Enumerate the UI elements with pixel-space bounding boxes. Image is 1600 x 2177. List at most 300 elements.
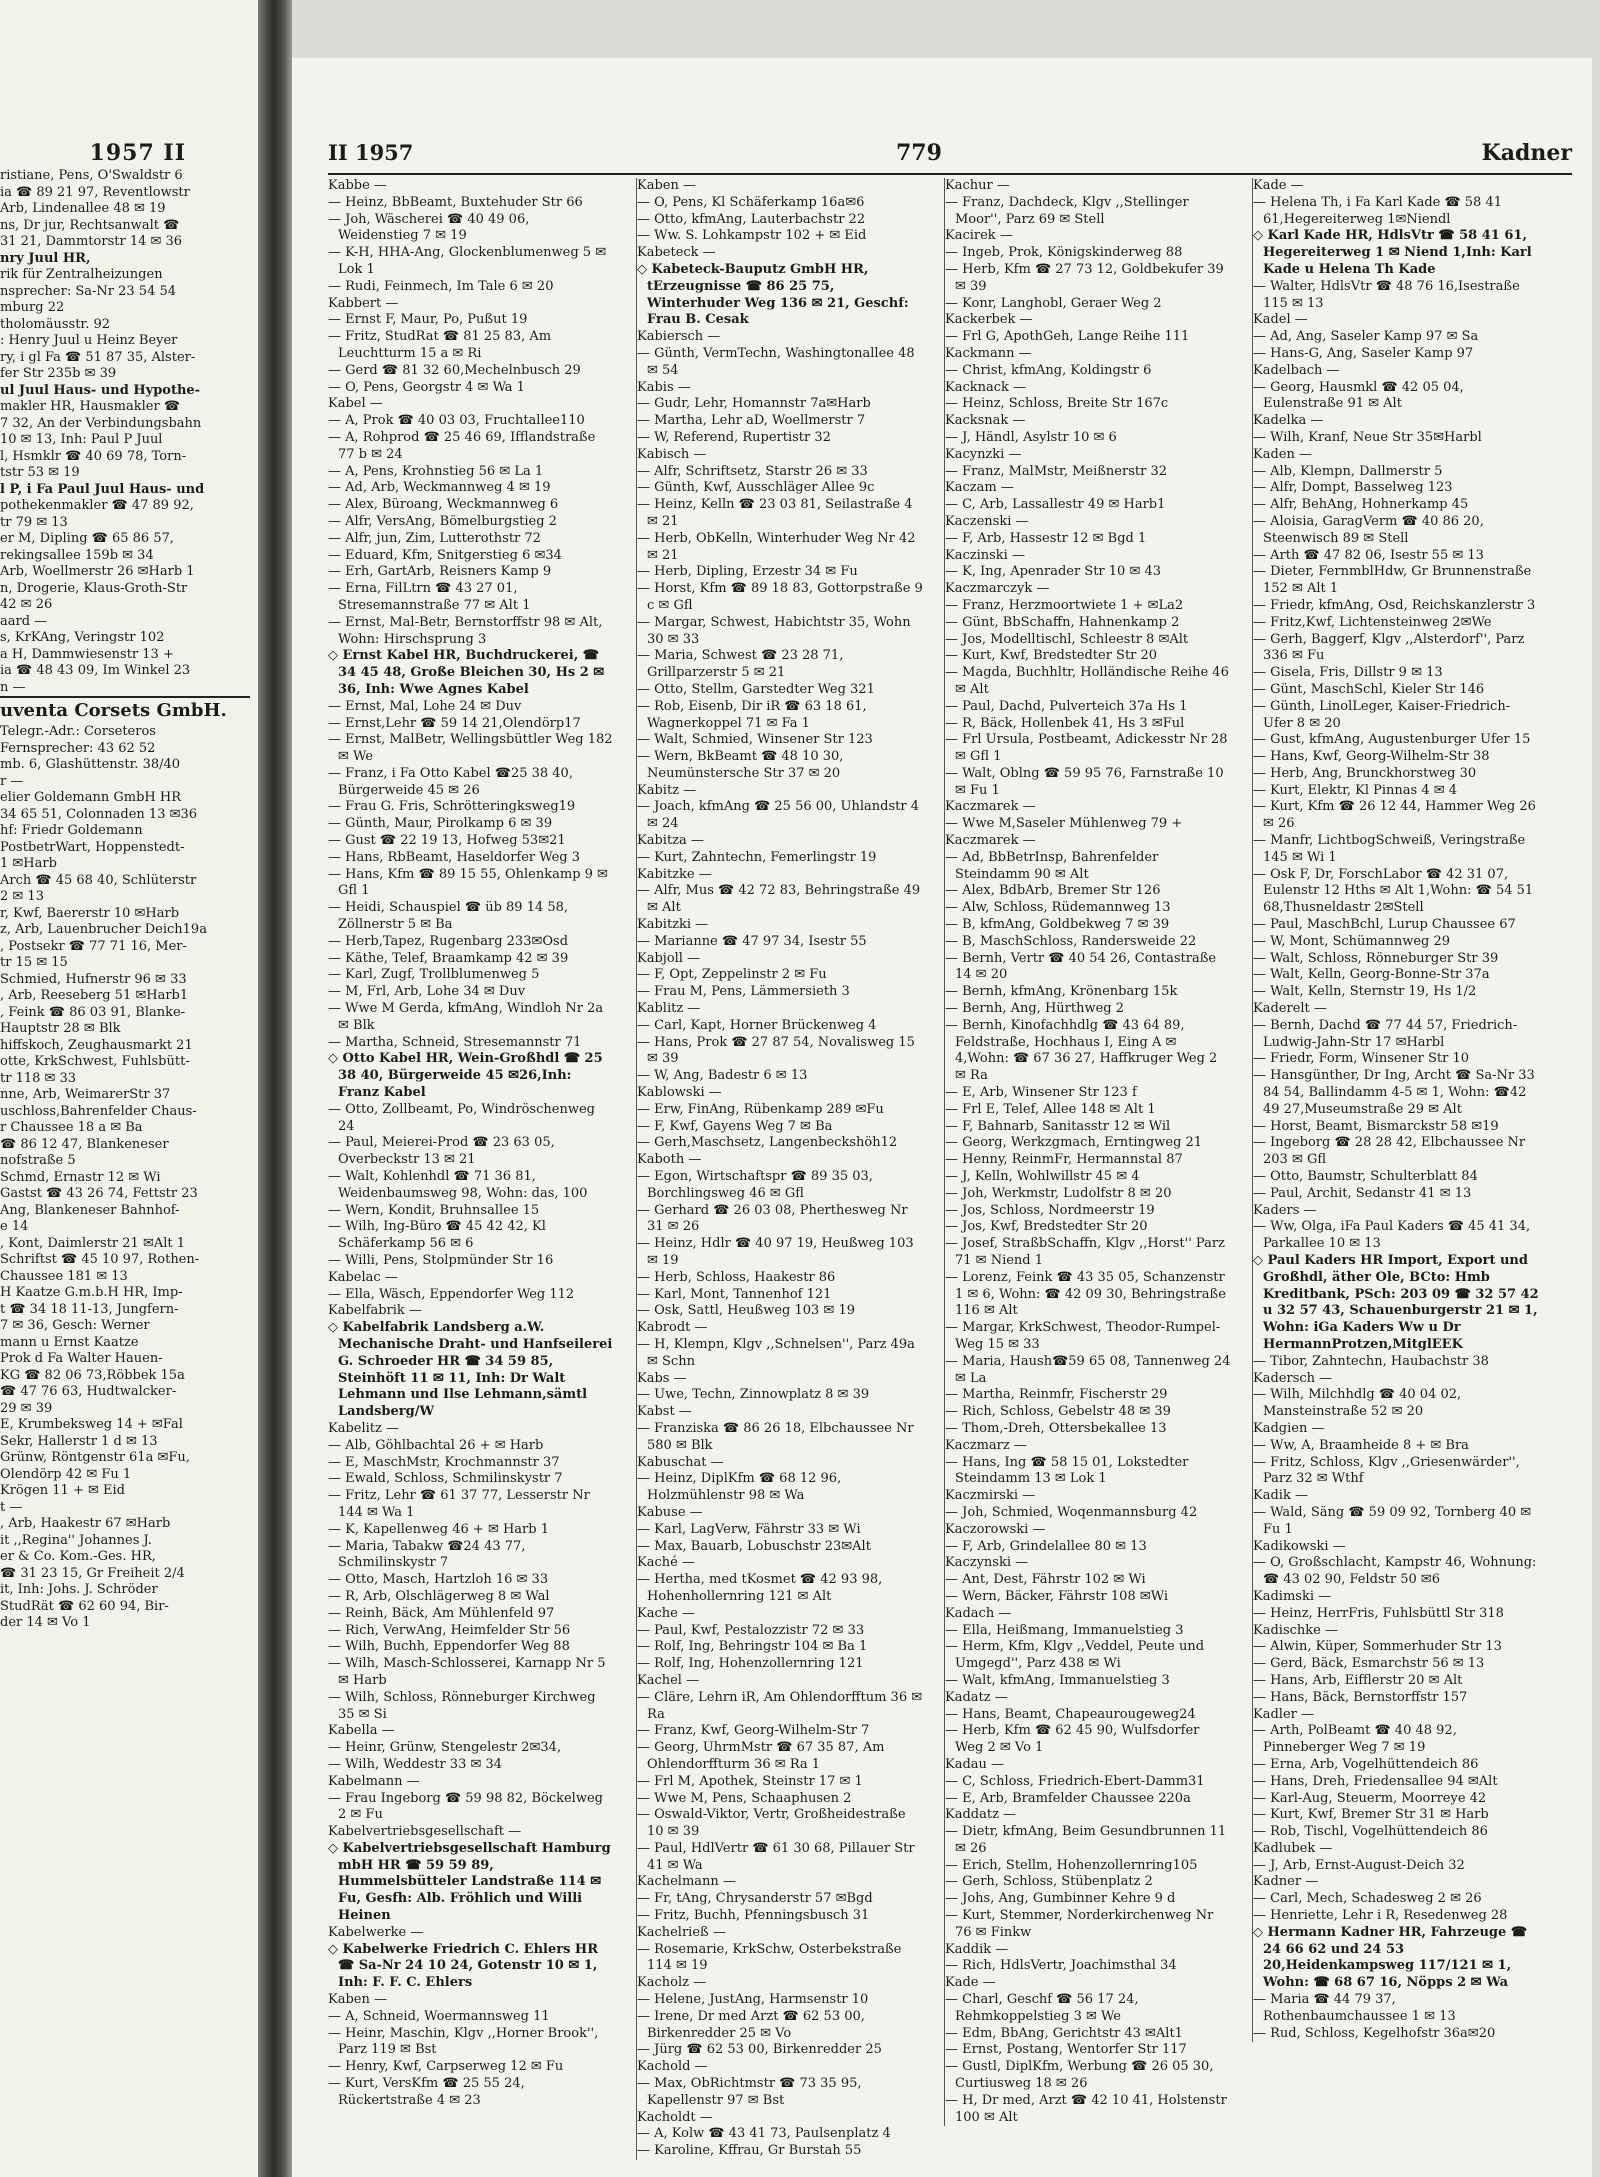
surname-heading: Kadel — bbox=[1253, 312, 1308, 328]
left-page-line: nsprecher: Sa-Nr 23 54 54 bbox=[0, 283, 177, 299]
firm-entry: ◇ Ernst Kabel HR, Buchdruckerei, ☎ 34 45 48, Große Bleichen 30, Hs 2 ✉ 36, Inh: Wwe Agnes Kabel bbox=[328, 648, 605, 697]
directory-entry: — Hans, Beamt, Chapeaurougeweg24 bbox=[945, 1706, 1196, 1722]
directory-entry: — Charl, Geschf ☎ 56 17 24, Rehmkoppelstieg 3 ✉ We bbox=[945, 1992, 1139, 2024]
left-page-line: r, Kwf, Baererstr 10 ✉Harb bbox=[0, 905, 180, 921]
directory-column-3 bbox=[944, 178, 1231, 2126]
left-page-line: tr 118 ✉ 33 bbox=[0, 1070, 77, 1086]
directory-entry: — Erich, Stellm, Hohenzollernring105 bbox=[945, 1857, 1198, 1873]
surname-heading: Kaczorowski — bbox=[945, 1521, 1046, 1537]
surname-heading: Kade — bbox=[945, 1975, 996, 1991]
directory-entry: — Erna, FilLtrn ☎ 43 27 01, Stresemannstraße 77 ✉ Alt 1 bbox=[328, 581, 531, 613]
directory-entry: — Ad, BbBetrInsp, Bahrenfelder Steindamm 90 ✉ Alt bbox=[945, 849, 1159, 882]
page-number: 779 bbox=[896, 140, 942, 166]
directory-entry: — Joh, Schmied, Woqenmannsburg 42 bbox=[945, 1504, 1198, 1520]
directory-entry: — Fritz, Buchh, Pfenningsbusch 31 bbox=[637, 1908, 870, 1924]
left-page-line: uschloss,Bahrenfelder Chaus- bbox=[0, 1103, 197, 1119]
surname-heading: Kacynzki — bbox=[945, 446, 1022, 462]
left-page-line: E, Krumbeksweg 14 + ✉Fal bbox=[0, 1417, 183, 1432]
directory-entry: — Alfr, Schriftsetz, Starstr 26 ✉ 33 bbox=[637, 463, 868, 479]
surname-heading: Kabeteck — bbox=[637, 245, 716, 261]
directory-entry: — Günt, BbSchaffn, Hahnenkamp 2 bbox=[945, 614, 1180, 630]
surname-heading: Kabisch — bbox=[637, 446, 707, 462]
firm-entry: ◇ Paul Kaders HR Import, Export und Großhdl, äther Ole, BCto: Hmb Kreditbank, PSch: 203 09 ☎ 32 57 42 u 32 57 43, Schauenburgerstr 21 ✉ 1, Wohn: iGa Kaders Ww u Dr HermannProtzen,MitglEEK bbox=[1253, 1253, 1539, 1352]
left-page-line: uventa Corsets GmbH. bbox=[0, 696, 250, 724]
directory-entry: — Hans-G, Ang, Saseler Kamp 97 bbox=[1253, 345, 1474, 361]
surname-heading: Kabiersch — bbox=[637, 329, 721, 345]
directory-entry: — A, Pens, Krohnstieg 56 ✉ La 1 bbox=[328, 463, 544, 479]
surname-heading: Kablitz — bbox=[637, 1001, 701, 1017]
directory-entry: — Eduard, Kfm, Snitgerstieg 6 ✉34 bbox=[328, 547, 562, 563]
directory-entry: — Herb,Tapez, Rugenbarg 233✉Osd bbox=[328, 933, 569, 949]
directory-entry: — Rosemarie, KrkSchw, Osterbekstraße 114 ✉ 19 bbox=[637, 1941, 902, 1974]
header-rule bbox=[328, 173, 1572, 175]
directory-entry: — Jos, Schloss, Nordmeerstr 19 bbox=[945, 1202, 1155, 1218]
surname-heading: Kacirek — bbox=[945, 228, 1013, 244]
directory-entry: — C, Arb, Lassallestr 49 ✉ Harb1 bbox=[945, 497, 1166, 513]
left-page-line: ia ☎ 89 21 97, Reventlowstr bbox=[0, 184, 190, 200]
directory-entry: — Rolf, Ing, Behringstr 104 ✉ Ba 1 bbox=[637, 1639, 868, 1655]
directory-entry: — Ernst, Postang, Wentorfer Str 117 bbox=[945, 2042, 1187, 2058]
surname-heading: Kaders — bbox=[1253, 1202, 1317, 1218]
left-page-line: e 14 bbox=[0, 1219, 29, 1234]
directory-entry: — Maria, Tabakw ☎24 43 77, Schmilinskystr 7 bbox=[328, 1538, 526, 1571]
left-page-line: ns, Dr jur, Rechtsanwalt ☎ bbox=[0, 217, 180, 233]
directory-entry: — R, Bäck, Hollenbek 41, Hs 3 ✉Ful bbox=[945, 715, 1185, 731]
directory-entry: — Christ, kfmAng, Koldingstr 6 bbox=[945, 362, 1152, 378]
directory-entry: — Georg, UhrmMstr ☎ 67 35 87, Am Ohlendorffturm 36 ✉ Ra 1 bbox=[637, 1740, 885, 1772]
directory-entry: — Horst, Beamt, Bismarckstr 58 ✉19 bbox=[1253, 1118, 1499, 1134]
directory-entry: — Heinz, Hdlr ☎ 40 97 19, Heußweg 103 ✉ 19 bbox=[637, 1236, 914, 1268]
directory-entry: — Rob, Eisenb, Dir iR ☎ 63 18 61, Wagnerkoppel 71 ✉ Fa 1 bbox=[637, 698, 867, 731]
directory-entry: — Heinz, HerrFris, Fuhlsbüttl Str 318 bbox=[1253, 1605, 1504, 1621]
left-page-line: ☎ 86 12 47, Blankeneser bbox=[0, 1136, 169, 1152]
directory-entry: — Herb, Kfm ☎ 62 45 90, Wulfsdorfer Weg 2 ✉ Vo 1 bbox=[945, 1723, 1200, 1756]
left-page-line: rik für Zentralheizungen bbox=[0, 267, 163, 282]
left-page-line: makler HR, Hausmakler ☎ bbox=[0, 399, 181, 414]
directory-entry: — Horst, Kfm ☎ 89 18 83, Gottorpstraße 9 c ✉ Gfl bbox=[637, 581, 923, 613]
directory-entry: — Josef, StraßbSchaffn, Klgv ,,Horst'' Parz 71 ✉ Niend 1 bbox=[945, 1236, 1225, 1268]
directory-entry: — Jos, Kwf, Bredstedter Str 20 bbox=[945, 1219, 1148, 1235]
directory-entry: — Wald, Säng ☎ 59 09 92, Tornberg 40 ✉ Fu 1 bbox=[1253, 1504, 1532, 1537]
directory-entry: — Tibor, Zahntechn, Haubachstr 38 bbox=[1253, 1353, 1489, 1369]
directory-entry: — Irene, Dr med Arzt ☎ 62 53 00, Birkenredder 25 ✉ Vo bbox=[637, 2008, 865, 2041]
directory-entry: — Karoline, Kffrau, Gr Burstah 55 bbox=[637, 2143, 862, 2159]
directory-entry: — Hans, Dreh, Friedensallee 94 ✉Alt bbox=[1253, 1773, 1498, 1789]
directory-entry: — E, Arb, Bramfelder Chaussee 220a bbox=[945, 1790, 1191, 1806]
directory-entry: — Hans, Ing ☎ 58 15 01, Lokstedter Steindamm 13 ✉ Lok 1 bbox=[945, 1454, 1189, 1487]
directory-entry: — Walt, Kelln, Georg-Bonne-Str 37a bbox=[1253, 967, 1490, 983]
surname-heading: Kacknack — bbox=[945, 379, 1027, 395]
directory-entry: — Hans, Bäck, Bernstorffstr 157 bbox=[1253, 1689, 1468, 1705]
directory-entry: — Rolf, Ing, Hohenzollernring 121 bbox=[637, 1656, 864, 1672]
directory-entry: — Günth, Kwf, Ausschläger Allee 9c bbox=[637, 480, 875, 496]
surname-heading: Kadimski — bbox=[1253, 1588, 1332, 1604]
left-page-column bbox=[0, 168, 250, 1632]
surname-heading: Kachold — bbox=[637, 2059, 708, 2075]
surname-heading: Kaben — bbox=[328, 1992, 387, 2008]
surname-heading: Kadlubek — bbox=[1253, 1840, 1333, 1856]
surname-heading: Kabitzke — bbox=[637, 866, 712, 882]
directory-entry: — Walt, kfmAng, Immanuelstieg 3 bbox=[945, 1672, 1170, 1688]
directory-entry: — Franz, Dachdeck, Klgv ,,Stellinger Moor'', Parz 69 ✉ Stell bbox=[945, 194, 1189, 227]
directory-entry: — E, MaschMstr, Krochmannstr 37 bbox=[328, 1454, 560, 1470]
directory-entry: — A, Schneid, Woermannsweg 11 bbox=[328, 2008, 550, 2024]
left-page-line: n — bbox=[0, 679, 26, 695]
directory-entry: — Walt, Kohlenhdl ☎ 71 36 81, Weidenbaumsweg 98, Wohn: das, 100 bbox=[328, 1169, 588, 1201]
surname-heading: Kabelvertriebsgesellschaft — bbox=[328, 1824, 522, 1840]
surname-heading: Kadach — bbox=[945, 1605, 1012, 1621]
left-page-line: mburg 22 bbox=[0, 300, 65, 315]
left-page-line: l P, i Fa Paul Juul Haus- und bbox=[0, 481, 205, 497]
left-page-line: er M, Dipling ☎ 65 86 57, bbox=[0, 531, 175, 546]
directory-entry: — Otto, Stellm, Garstedter Weg 321 bbox=[637, 681, 875, 697]
directory-entry: — Georg, Hausmkl ☎ 42 05 04, Eulenstraße 91 ✉ Alt bbox=[1253, 379, 1464, 412]
left-page-line: Ang, Blankeneser Bahnhof- bbox=[0, 1202, 180, 1218]
left-page-line: nry Juul HR, bbox=[0, 250, 91, 266]
directory-entry: — Gust, kfmAng, Augustenburger Ufer 15 bbox=[1253, 732, 1531, 748]
left-page-line: s, KrKAng, Veringstr 102 bbox=[0, 630, 165, 645]
left-page bbox=[0, 0, 258, 2177]
directory-entry: — Käthe, Telef, Braamkamp 42 ✉ 39 bbox=[328, 950, 569, 966]
left-page-line: pothekenmakler ☎ 47 89 92, bbox=[0, 498, 194, 513]
directory-entry: — Wilh, Masch-Schlosserei, Karnapp Nr 5 ✉ Harb bbox=[328, 1656, 606, 1688]
left-page-line: Olendörp 42 ✉ Fu 1 bbox=[0, 1466, 132, 1482]
directory-entry: — Ernst F, Maur, Po, Pußut 19 bbox=[328, 312, 528, 328]
directory-entry: — H, Klempn, Klgv ,,Schnelsen'', Parz 49a ✉ Schn bbox=[637, 1336, 915, 1369]
directory-entry: — Gust ☎ 22 19 13, Hofweg 53✉21 bbox=[328, 833, 566, 849]
directory-entry: — K-H, HHA-Ang, Glockenblumenweg 5 ✉ Lok 1 bbox=[328, 245, 607, 277]
surname-heading: Kaden — bbox=[1253, 446, 1312, 462]
directory-entry: — Magda, Buchhltr, Holländische Reihe 46 ✉ Alt bbox=[945, 665, 1229, 697]
directory-entry: — Lorenz, Feink ☎ 43 35 05, Schanzenstr 1 ✉ 6, Wohn: ☎ 42 09 30, Behringstraße 116 ✉ Alt bbox=[945, 1269, 1226, 1319]
surname-heading: Kachel — bbox=[637, 1672, 700, 1688]
left-page-line: t ☎ 34 18 11-13, Jungfern- bbox=[0, 1301, 179, 1317]
surname-heading: Kadler — bbox=[1253, 1706, 1314, 1722]
directory-entry: — Ella, Wäsch, Eppendorfer Weg 112 bbox=[328, 1286, 575, 1302]
left-page-line: mann u Ernst Kaatze bbox=[0, 1334, 139, 1350]
left-page-line: Sekr, Hallerstr 1 d ✉ 13 bbox=[0, 1433, 158, 1449]
directory-entry: — Ernst, Mal-Betr, Bernstorffstr 98 ✉ Alt, Wohn: Hirschsprung 3 bbox=[328, 614, 603, 647]
surname-heading: Kackerbek — bbox=[945, 312, 1033, 328]
left-page-line: Schmied, Hufnerstr 96 ✉ 33 bbox=[0, 971, 187, 987]
directory-entry: — Gerd ☎ 81 32 60,Mechelnbusch 29 bbox=[328, 362, 581, 378]
directory-entry: — Paul, Dachd, Pulverteich 37a Hs 1 bbox=[945, 698, 1188, 714]
directory-entry: — Konr, Langhobl, Geraer Weg 2 bbox=[945, 295, 1162, 311]
surname-heading: Kachur — bbox=[945, 178, 1010, 193]
directory-entry: — Max, ObRichtmstr ☎ 73 35 95, Kapellenstr 97 ✉ Bst bbox=[637, 2076, 862, 2108]
left-page-line: StudRät ☎ 62 60 94, Bir- bbox=[0, 1598, 169, 1614]
surname-heading: Kaczinski — bbox=[945, 547, 1025, 563]
firm-entry: ◇ Otto Kabel HR, Wein-Großhdl ☎ 25 38 40, Bürgerweide 45 ✉26,Inh: Franz Kabel bbox=[328, 1051, 603, 1101]
directory-entry: — Erna, Arb, Vogelhüttendeich 86 bbox=[1253, 1756, 1479, 1772]
directory-entry: — Bernh, Ang, Hürthweg 2 bbox=[945, 1001, 1125, 1017]
directory-entry: — Bernh, Vertr ☎ 40 54 26, Contastraße 14 ✉ 20 bbox=[945, 950, 1217, 983]
directory-entry: — Günth, VermTechn, Washingtonallee 48 ✉ 54 bbox=[637, 345, 915, 378]
directory-entry: — Arth ☎ 47 82 06, Isestr 55 ✉ 13 bbox=[1253, 547, 1484, 563]
surname-heading: Kacholdt — bbox=[637, 2109, 713, 2125]
directory-entry: — Heinr, Maschin, Klgv ,,Horner Brook'', Parz 119 ✉ Bst bbox=[328, 2025, 599, 2058]
directory-entry: — Karl, Zugf, Trollblumenweg 5 bbox=[328, 967, 540, 983]
left-page-line: r — bbox=[0, 773, 24, 789]
directory-entry: — Frau G. Fris, Schrötteringksweg19 bbox=[328, 799, 576, 815]
book-spine bbox=[258, 0, 292, 2177]
surname-heading: Kadischke — bbox=[1253, 1622, 1338, 1638]
directory-entry: — Rud, Schloss, Kegelhofstr 36a✉20 bbox=[1253, 2025, 1496, 2041]
directory-entry: — Alwin, Küper, Sommerhuder Str 13 bbox=[1253, 1639, 1502, 1655]
left-page-line: Arb, Woellmerstr 26 ✉Harb 1 bbox=[0, 564, 195, 579]
surname-heading: Kadner — bbox=[1253, 1874, 1319, 1890]
directory-entry: — W, Mont, Schümannweg 29 bbox=[1253, 933, 1451, 949]
directory-entry: — Henny, ReinmFr, Hermannstal 87 bbox=[945, 1152, 1183, 1168]
directory-entry: — F, Bahnarb, Sanitasstr 12 ✉ Wil bbox=[945, 1118, 1171, 1134]
directory-entry: — Paul, Meierei-Prod ☎ 23 63 05, Overbeckstr 13 ✉ 21 bbox=[328, 1135, 555, 1168]
left-page-line: 31 21, Dammtorstr 14 ✉ 36 bbox=[0, 234, 183, 249]
directory-entry: — Frl G, ApothGeh, Lange Reihe 111 bbox=[945, 329, 1190, 345]
directory-entry: — Walter, HdlsVtr ☎ 48 76 16,Isestraße 115 ✉ 13 bbox=[1253, 278, 1520, 311]
directory-entry: — F, Arb, Grindelallee 80 ✉ 13 bbox=[945, 1538, 1147, 1554]
directory-entry: — Ewald, Schloss, Schmilinskystr 7 bbox=[328, 1471, 563, 1487]
surname-heading: Kacholz — bbox=[637, 1975, 707, 1991]
surname-heading: Kabjoll — bbox=[637, 950, 701, 966]
directory-column-1 bbox=[328, 178, 614, 2110]
directory-entry: — Alfr, BehAng, Hohnerkamp 45 bbox=[1253, 497, 1469, 513]
directory-entry: — Kurt, Kfm ☎ 26 12 44, Hammer Weg 26 ✉ 26 bbox=[1253, 799, 1536, 832]
left-page-line: der 14 ✉ Vo 1 bbox=[0, 1615, 91, 1630]
directory-entry: — Heinz, Kelln ☎ 23 03 81, Seilastraße 4 ✉ 21 bbox=[637, 497, 913, 529]
directory-entry: — Karl, LagVerw, Fährstr 33 ✉ Wi bbox=[637, 1521, 861, 1537]
directory-entry: — Wern, Kondit, Bruhnsallee 15 bbox=[328, 1202, 540, 1218]
left-page-line: l, Hsmklr ☎ 40 69 78, Torn- bbox=[0, 448, 187, 464]
directory-entry: — Henry, Kwf, Carpserweg 12 ✉ Fu bbox=[328, 2059, 564, 2075]
directory-entry: — Henriette, Lehr i R, Resedenweg 28 bbox=[1253, 1908, 1508, 1924]
directory-entry: — Osk F, Dr, ForschLabor ☎ 42 31 07, Eulenstr 12 Hths ✉ Alt 1,Wohn: ☎ 54 51 68,Thusneldastr 2✉Stell bbox=[1253, 866, 1534, 916]
directory-entry: — Joh, Wäscherei ☎ 40 49 06, Weidenstieg 7 ✉ 19 bbox=[328, 211, 530, 244]
surname-heading: Kadikowski — bbox=[1253, 1538, 1346, 1554]
left-page-line: mb. 6, Glashüttenstr. 38/40 bbox=[0, 757, 181, 772]
directory-entry: — Gerhard ☎ 26 03 08, Pherthesweg Nr 31 ✉ 26 bbox=[637, 1202, 908, 1235]
directory-entry: — Ingeborg ☎ 28 28 42, Elbchaussee Nr 203 ✉ Gfl bbox=[1253, 1135, 1526, 1168]
directory-entry: — Herb, Kfm ☎ 27 73 12, Goldbekufer 39 ✉ 39 bbox=[945, 261, 1224, 294]
directory-entry: — Herm, Kfm, Klgv ,,Veddel, Peute und Umgegd'', Parz 438 ✉ Wi bbox=[945, 1639, 1205, 1672]
left-page-line: , Postsekr ☎ 77 71 16, Mer- bbox=[0, 938, 187, 954]
directory-entry: — Alex, Büroang, Weckmannweg 6 bbox=[328, 497, 559, 513]
directory-column-4 bbox=[1252, 178, 1539, 2042]
directory-entry: — Wilh, Ing-Büro ☎ 45 42 42, Kl Schäferkamp 56 ✉ 6 bbox=[328, 1219, 546, 1252]
directory-entry: — Fritz, Lehr ☎ 61 37 77, Lesserstr Nr 144 ✉ Wa 1 bbox=[328, 1488, 590, 1520]
surname-heading: Kaczam — bbox=[945, 480, 1014, 496]
left-page-line: a H, Dammwiesenstr 13 + bbox=[0, 646, 174, 662]
left-page-line: 29 ✉ 39 bbox=[0, 1400, 53, 1416]
directory-entry: — B, MaschSchloss, Randersweide 22 bbox=[945, 933, 1197, 949]
directory-entry: — J, Kelln, Wohlwillstr 45 ✉ 4 bbox=[945, 1169, 1140, 1185]
directory-entry: — C, Schloss, Friedrich-Ebert-Damm31 bbox=[945, 1773, 1205, 1789]
directory-entry: — Frl E, Telef, Allee 148 ✉ Alt 1 bbox=[945, 1101, 1156, 1117]
firm-entry: ◇ Kabelvertriebsgesellschaft Hamburg mbH HR ☎ 59 59 89, Hummelsbütteler Landstraße 114 ✉Fu, Gesfh: Alb. Fröhlich und Willi Heinen bbox=[328, 1840, 611, 1924]
left-page-line: Hauptstr 28 ✉ Blk bbox=[0, 1021, 121, 1036]
directory-entry: — Alfr, jun, Zim, Lutterothstr 72 bbox=[328, 530, 541, 546]
directory-entry: — Fritz,Kwf, Lichtensteinweg 2✉We bbox=[1253, 614, 1492, 630]
directory-entry: — Wilh, Kranf, Neue Str 35✉Harbl bbox=[1253, 429, 1482, 445]
directory-entry: — Wilh, Buchh, Eppendorfer Weg 88 bbox=[328, 1639, 570, 1655]
directory-entry: — Martha, Schneid, Stresemannstr 71 bbox=[328, 1034, 582, 1050]
directory-entry: — Erh, GartArb, Reisners Kamp 9 bbox=[328, 564, 552, 580]
directory-entry: — Hans, Prok ☎ 27 87 54, Novalisweg 15 ✉ 39 bbox=[637, 1034, 915, 1067]
left-page-line: , Feink ☎ 86 03 91, Blanke- bbox=[0, 1004, 186, 1020]
directory-entry: — Uwe, Techn, Zinnowplatz 8 ✉ 39 bbox=[637, 1387, 870, 1403]
left-page-line: 42 ✉ 26 bbox=[0, 597, 53, 612]
directory-entry: — Arth, PolBeamt ☎ 40 48 92, Pinneberger Weg 7 ✉ 19 bbox=[1253, 1723, 1457, 1756]
directory-entry: — Gerh,Maschsetz, Langenbeckshöh12 bbox=[637, 1135, 898, 1151]
directory-entry: — Dieter, FernmblHdw, Gr Brunnenstraße 152 ✉ Alt 1 bbox=[1253, 564, 1532, 597]
left-page-line: ul Juul Haus- und Hypothe- bbox=[0, 382, 201, 398]
directory-entry: — Walt, Schloss, Rönneburger Str 39 bbox=[1253, 950, 1499, 966]
left-page-line: Gastst ☎ 43 26 74, Fettstr 23 bbox=[0, 1186, 198, 1201]
directory-entry: — O, Pens, Georgstr 4 ✉ Wa 1 bbox=[328, 379, 525, 395]
directory-entry: — Carl, Mech, Schadesweg 2 ✉ 26 bbox=[1253, 1891, 1482, 1907]
directory-entry: — Frl Ursula, Postbeamt, Adickesstr Nr 28 ✉ Gfl 1 bbox=[945, 732, 1228, 765]
directory-entry: — Erw, FinAng, Rübenkamp 289 ✉Fu bbox=[637, 1101, 884, 1117]
directory-entry: — Karl-Aug, Steuerm, Moorreye 42 bbox=[1253, 1790, 1487, 1806]
directory-entry: — Gerd, Bäck, Esmarchstr 56 ✉ 13 bbox=[1253, 1656, 1485, 1672]
left-page-line: nne, Arb, WeimarerStr 37 bbox=[0, 1087, 171, 1102]
directory-entry: — O, Großschlacht, Kampstr 46, Wohnung: ☎ 43 02 90, Feldstr 50 ✉6 bbox=[1253, 1555, 1537, 1588]
left-page-line: 7 ✉ 36, Gesch: Werner bbox=[0, 1318, 150, 1333]
surname-heading: Kaczenski — bbox=[945, 513, 1029, 529]
surname-heading: Kabelfabrik — bbox=[328, 1303, 422, 1319]
firm-entry: ◇ Kabeteck-Bauputz GmbH HR, tErzeugnisse ☎ 86 25 75, Winterhuder Weg 136 ✉ 21, Geschf: Frau B. Cesak bbox=[637, 261, 909, 328]
directory-entry: — Wwe M Gerda, kfmAng, Windloh Nr 2a ✉ Blk bbox=[328, 1001, 604, 1033]
directory-entry: — E, Arb, Winsener Str 123 f bbox=[945, 1085, 1137, 1101]
directory-entry: — Paul, HdlVertr ☎ 61 30 68, Pillauer Str 41 ✉ Wa bbox=[637, 1840, 915, 1873]
directory-entry: — Georg, Werkzgmach, Erntingweg 21 bbox=[945, 1135, 1203, 1151]
directory-entry: — J, Arb, Ernst-August-Deich 32 bbox=[1253, 1857, 1465, 1873]
directory-entry: — Ernst,Lehr ☎ 59 14 21,Olendörp17 bbox=[328, 715, 581, 731]
page-label: II 1957 bbox=[328, 140, 414, 165]
directory-entry: — Wilh, Weddestr 33 ✉ 34 bbox=[328, 1756, 503, 1772]
directory-entry: — Maria, Schwest ☎ 23 28 71, Grillparzerstr 5 ✉ 21 bbox=[637, 648, 844, 681]
surname-heading: Kade — bbox=[1253, 178, 1304, 193]
firm-entry: ◇ Kabelwerke Friedrich C. Ehlers HR ☎ Sa-Nr 24 10 24, Gotenstr 10 ✉ 1, Inh: F. F. C. Ehlers bbox=[328, 1941, 599, 1991]
directory-entry: — Rudi, Feinmech, Im Tale 6 ✉ 20 bbox=[328, 278, 554, 294]
surname-heading: Kadik — bbox=[1253, 1488, 1308, 1504]
left-page-line: 2 ✉ 13 bbox=[0, 889, 44, 904]
surname-heading: Kabitz — bbox=[637, 782, 697, 798]
directory-entry: — Alfr, Dompt, Basselweg 123 bbox=[1253, 480, 1453, 496]
directory-entry: — Ant, Dest, Fährstr 102 ✉ Wi bbox=[945, 1572, 1146, 1588]
firm-entry: ◇ Karl Kade HR, HdlsVtr ☎ 58 41 61, Hegereiterweg 1 ✉ Niend 1,Inh: Karl Kade u Helena Th Kade bbox=[1253, 228, 1532, 277]
directory-entry: — Margar, KrkSchwest, Theodor-Rumpel-Weg 15 ✉ 33 bbox=[945, 1320, 1221, 1352]
left-page-line: Fernsprecher: 43 62 52 bbox=[0, 740, 156, 756]
surname-heading: Kabelwerke — bbox=[328, 1924, 424, 1940]
directory-entry: — Friedr, Form, Winsener Str 10 bbox=[1253, 1051, 1469, 1067]
directory-entry: — Franz, Kwf, Georg-Wilhelm-Str 7 bbox=[637, 1723, 870, 1739]
directory-entry: — Alex, BdbArb, Bremer Str 126 bbox=[945, 883, 1161, 899]
surname-heading: Kacksnak — bbox=[945, 413, 1026, 429]
left-page-line: z, Arb, Lauenbrucher Deich19a bbox=[0, 922, 207, 937]
page-header bbox=[328, 140, 1572, 170]
directory-entry: — Paul, MaschBchl, Lurup Chaussee 67 bbox=[1253, 917, 1516, 933]
left-page-line: Krögen 11 + ✉ Eid bbox=[0, 1483, 125, 1498]
directory-entry: — Paul, Archit, Sedanstr 41 ✉ 13 bbox=[1253, 1185, 1472, 1201]
directory-entry: — H, Dr med, Arzt ☎ 42 10 41, Holstenstr 100 ✉ Alt bbox=[945, 2092, 1227, 2125]
directory-entry: — Kurt, Kwf, Bredstedter Str 20 bbox=[945, 648, 1158, 664]
left-page-line: ia ☎ 48 43 09, Im Winkel 23 bbox=[0, 663, 191, 678]
directory-entry: — K, Kapellenweg 46 + ✉ Harb 1 bbox=[328, 1521, 549, 1537]
left-page-line: n, Drogerie, Klaus-Groth-Str bbox=[0, 580, 188, 596]
directory-entry: — Günt, MaschSchl, Kieler Str 146 bbox=[1253, 681, 1485, 697]
left-page-line: t — bbox=[0, 1499, 23, 1515]
left-page-line: fer Str 235b ✉ 39 bbox=[0, 366, 117, 381]
surname-heading: Kabitzki — bbox=[637, 917, 709, 933]
directory-entry: — Franz, MalMstr, Meißnerstr 32 bbox=[945, 463, 1167, 479]
directory-entry: — Gerh, Baggerf, Klgv ,,Alsterdorf'', Parz 336 ✉ Fu bbox=[1253, 631, 1525, 664]
directory-entry: — Gerh, Schloss, Stübenplatz 2 bbox=[945, 1874, 1153, 1890]
left-page-line: Prok d Fa Walter Hauen- bbox=[0, 1351, 163, 1366]
surname-heading: Kaboth — bbox=[637, 1152, 702, 1168]
directory-entry: — M, Frl, Arb, Lohe 34 ✉ Duv bbox=[328, 984, 526, 1000]
firm-entry: ◇ Kabelfabrik Landsberg a.W. Mechanische Draht- und Hanfseilerei G. Schroeder HR ☎ 34 59 85, Steinhöft 11 ✉ 11, Inh: Dr Walt Lehmann und Ilse Lehmann,sämtl Landsberg/W bbox=[328, 1320, 613, 1420]
directory-entry: — Frau Ingeborg ☎ 59 98 82, Böckelweg 2 ✉ Fu bbox=[328, 1790, 603, 1823]
directory-entry: — A, Rohprod ☎ 25 46 69, Ifflandstraße 77 b ✉ 24 bbox=[328, 429, 596, 462]
directory-entry: — Heinz, DiplKfm ☎ 68 12 96, Holzmühlenstr 98 ✉ Wa bbox=[637, 1471, 842, 1504]
directory-entry: — Fritz, StudRat ☎ 81 25 83, Am Leuchtturm 15 a ✉ Ri bbox=[328, 329, 552, 361]
left-page-line: tholomäusstr. 92 bbox=[0, 316, 111, 332]
directory-entry: — Martha, Reinmfr, Fischerstr 29 bbox=[945, 1387, 1168, 1403]
directory-entry: — Maria ☎ 44 79 37, Rothenbaumchaussee 1 ✉ 13 bbox=[1253, 1992, 1456, 2024]
directory-entry: — B, kfmAng, Goldbekweg 7 ✉ 39 bbox=[945, 917, 1170, 933]
left-page-line: Arb, Lindenallee 48 ✉ 19 bbox=[0, 201, 166, 216]
left-page-line: , Kont, Daimlerstr 21 ✉Alt 1 bbox=[0, 1235, 186, 1251]
directory-entry: — Heinr, Grünw, Stengelestr 2✉34, bbox=[328, 1740, 562, 1756]
directory-entry: — Hans, Kfm ☎ 89 15 55, Ohlenkamp 9 ✉ Gfl 1 bbox=[328, 866, 608, 899]
surname-heading: Kadau — bbox=[945, 1756, 1005, 1772]
directory-entry: — Fr, tAng, Chrysanderstr 57 ✉Bgd bbox=[637, 1891, 873, 1907]
surname-heading: Kaczmarczyk — bbox=[945, 581, 1050, 597]
left-page-line: 1 ✉Harb bbox=[0, 856, 57, 871]
left-page-line: rekingsallee 159b ✉ 34 bbox=[0, 547, 154, 563]
left-page-line: 10 ✉ 13, Inh: Paul P Juul bbox=[0, 432, 163, 447]
directory-entry: — Gustl, DiplKfm, Werbung ☎ 26 05 30, Curtiusweg 18 ✉ 26 bbox=[945, 2059, 1214, 2092]
directory-entry: — F, Arb, Hassestr 12 ✉ Bgd 1 bbox=[945, 530, 1147, 546]
directory-entry: — Franziska ☎ 86 26 18, Elbchaussee Nr 580 ✉ Blk bbox=[637, 1420, 914, 1453]
directory-entry: — Otto, kfmAng, Lauterbachstr 22 bbox=[637, 211, 866, 227]
directory-entry: — Herb, Ang, Brunckhorstweg 30 bbox=[1253, 765, 1477, 781]
directory-entry: — Thom,-Dreh, Ottersbekallee 13 bbox=[945, 1420, 1167, 1436]
left-page-line: Telegr.-Adr.: Corseteros bbox=[0, 724, 156, 739]
directory-entry: — Gudr, Lehr, Homannstr 7a✉Harb bbox=[637, 396, 871, 412]
directory-entry: — Reinh, Bäck, Am Mühlenfeld 97 bbox=[328, 1605, 555, 1621]
directory-entry: — Alw, Schloss, Rüdemannweg 13 bbox=[945, 900, 1171, 916]
directory-entry: — Manfr, LichtbogSchweiß, Veringstraße 145 ✉ Wi 1 bbox=[1253, 833, 1526, 865]
directory-entry: — Rich, Schloss, Gebelstr 48 ✉ 39 bbox=[945, 1404, 1171, 1420]
directory-entry: — Joh, Werkmstr, Ludolfstr 8 ✉ 20 bbox=[945, 1185, 1172, 1201]
directory-entry: — Kurt, Zahntechn, Femerlingstr 19 bbox=[637, 849, 877, 865]
directory-entry: — Joach, kfmAng ☎ 25 56 00, Uhlandstr 4 ✉ 24 bbox=[637, 799, 919, 832]
surname-heading: Kabrodt — bbox=[637, 1320, 708, 1336]
left-page-line: nofstraße 5 bbox=[0, 1153, 76, 1168]
left-page-line: elier Goldemann GmbH HR bbox=[0, 790, 182, 805]
left-page-line: Schriftst ☎ 45 10 97, Rothen- bbox=[0, 1252, 200, 1267]
left-page-line: H Kaatze G.m.b.H HR, Imp- bbox=[0, 1285, 183, 1300]
directory-entry: — Hans, Kwf, Georg-Wilhelm-Str 38 bbox=[1253, 749, 1490, 765]
directory-entry: — J, Händl, Asylstr 10 ✉ 6 bbox=[945, 429, 1117, 445]
directory-entry: — Heinz, Schloss, Breite Str 167c bbox=[945, 396, 1169, 412]
directory-entry: — Maria, Haush☎59 65 08, Tannenweg 24 ✉ La bbox=[945, 1353, 1231, 1386]
directory-entry: — Ernst, MalBetr, Wellingsbüttler Weg 182 ✉ We bbox=[328, 732, 613, 765]
left-page-line: Chaussee 181 ✉ 13 bbox=[0, 1268, 128, 1284]
left-page-header: 1957 II bbox=[89, 140, 186, 166]
directory-entry: — Fritz, Schloss, Klgv ,,Griesenwärder'', Parz 32 ✉ Wthf bbox=[1253, 1454, 1520, 1487]
